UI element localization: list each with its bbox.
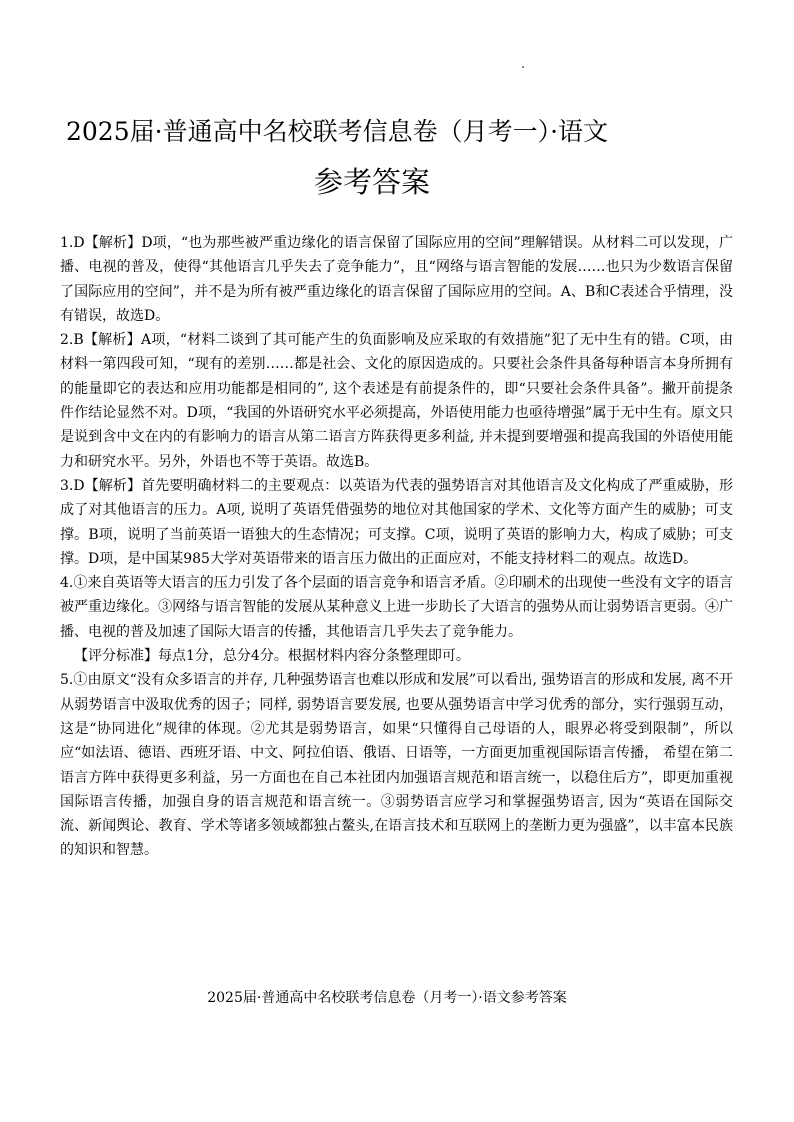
answer-4: 4.①来自英语等大语言的压力引发了各个层面的语言竞争和语言矛盾。②印刷术的出现使一些没有文字的语言被严重边缘化。③网络与语言智能的发展从某种意义上进一步助长了大语言的强势从而让弱势语言更弱。④广播、电视的普及加速了国际大语言的传播，其他语言几乎失去了竞争能力。 [60,575,733,640]
page-title: 2025届·普通高中名校联考信息卷（月考一）·语文 [66,117,609,146]
scoring-standard: 【评分标准】每点1分，总分4分。根据材料内容分条整理即可。 [74,648,470,665]
answer-3: 3.D【解析】首先要明确材料二的主要观点：以英语为代表的强势语言对其他语言及文化构成了严重威胁，形成了对其他语言的压力。A项, 说明了英语凭借强势的地位对其他国家的学术、文化等方面产生的威胁；可支撑。B项，说明了当前英语一语独大的生态情况；可支撑。C项，说明了英语的影响力大，构成了威胁；可支撑。D项，是中国某985大学对英语带来的语言压力做出的正面应对，不能支持材料二的观点。故选D。 [60,477,733,567]
scan-dot [522,66,524,68]
answer-1: 1.D【解析】D项，“也为那些被严重边缘化的语言保留了国际应用的空间”理解错误。从材料二可以发现，广播、电视的普及，使得“其他语言几乎失去了竞争能力”，且“网络与语言智能的发展……也只为少数语言保留了国际应用的空间”，并不是为所有被严重边缘化的语言保留了国际应用的空间。A、B和C表述合乎情理，没有错误，故选D。 [60,235,733,324]
page-subtitle: 参考答案 [313,165,430,199]
answer-2: 2.B【解析】A项，“材料二谈到了其可能产生的负面影响及应采取的有效措施”犯了无中生有的错。C项，由材料一第四段可知，“现有的差别……都是社会、文化的原因造成的。只要社会条件具备每种语言本身所拥有的能量即它的表达和应用功能都是相同的”, 这个表述是有前提条件的，即“只要社会条件具备”。撇开前提条件作结论显然不对。D项，“我国的外语研究水平必须提高，外语使用能力也亟待增强”属于无中生有。原文只是说到含中文在内的有影响力的语言从第二语言方阵获得更多利益, 并未提到要增强和提高我国的外语使用能力和研究水平。另外，外语也不等于英语。故选B。 [60,332,733,470]
answer-5: 5.①由原文“没有众多语言的并存, 几种强势语言也难以形成和发展”可以看出, 强势语言的形成和发展, 离不开从弱势语言中汲取优秀的因子；同样, 弱势语言要发展, 也要从强势语言中学习优秀的部分，实行强弱互动，这是“协同进化”规律的体现。②尤其是弱势语言，如果“只懂得自己母语的人，眼界必将受到限制”，所以应“如法语、德语、西班牙语、中文、阿拉伯语、俄语、日语等，一方面更加重视国际语言传播， 希望在第二语言方阵中获得更多利益，另一方面也在自己本社团内加强语言规范和语言统一，以稳住后方”，即更加重视国际语言传播，加强自身的语言规范和语言统一。③弱势语言应学习和掌握强势语言, 因为“英语在国际交流、新闻舆论、教育、学术等诸多领域都独占鳌头,在语言技术和互联网上的垄断力更为强盛”，以丰富本民族的知识和智慧。 [60,672,733,859]
answer-content [60,231,733,863]
page-footer: 2025届·普通高中名校联考信息卷（月考一）·语文参考答案 [207,990,567,1006]
